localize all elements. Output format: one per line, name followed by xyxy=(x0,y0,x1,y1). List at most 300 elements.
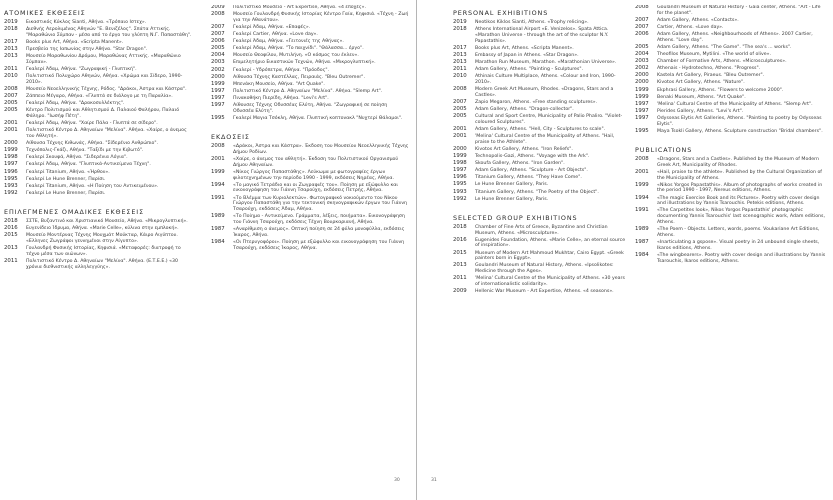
entry-year: 2008 xyxy=(211,143,225,149)
exhibition-entry xyxy=(4,94,192,100)
exhibition-entry xyxy=(453,225,629,237)
entry-text: Γκαλερί Titanium, Αθήνα. «Ήρθον». xyxy=(26,169,110,175)
entry-text: Zapio Megaron, Athens. «Free standing sculptures». xyxy=(475,99,598,105)
entry-year: 1997 xyxy=(635,100,649,107)
entry-year: 2005 xyxy=(635,43,649,50)
entry-text: Kivotos Art Gallery, Athens. "Iron Reliefs". xyxy=(475,147,573,152)
exhibition-entry xyxy=(4,74,192,86)
exhibition-entry xyxy=(4,259,192,271)
entry-text: Γκαλερί Άδαμ, Αθήνα. "Ζωγραφική - Γλυπτική". xyxy=(26,67,137,73)
entry-year: 2008 xyxy=(211,11,225,18)
exhibition-entry xyxy=(4,148,192,154)
exhibition-entry xyxy=(635,157,827,169)
entry-year: 2007 xyxy=(211,31,225,38)
entry-year: 2017 xyxy=(4,38,18,45)
exhibition-entry xyxy=(635,196,827,208)
entry-year: 2001 xyxy=(453,133,467,140)
entry-text: Αίθουσες Τέχνης Οδυσσέας Ελύτη, Αθήνα. "Ζωγραφική σε ποίηση Οδυσσέα Ελύτη". xyxy=(233,103,388,114)
entry-year: 1997 xyxy=(211,87,225,94)
entry-year: 1999 xyxy=(4,147,18,154)
exhibition-entry xyxy=(4,141,192,147)
exhibition-entry xyxy=(453,87,629,99)
entry-text: Eugenides Foundation, Athens. «Marie Celle», an eternal source of inspiration». xyxy=(475,237,626,249)
exhibition-entry xyxy=(211,240,409,252)
section-heading: ΕΚΔΟΣΕΙΣ xyxy=(211,133,250,141)
entry-text: Ζάππειο Μέγαρο, Αθήνα. «Γλυπτά σε διάλογο με τη Παραλία». xyxy=(26,94,173,100)
exhibition-entry xyxy=(635,109,827,115)
entry-text: «The wingbearers». Poetry with cover design and illustrations by Yannis Tsarouchis, Ikaros editions, Athens. xyxy=(657,252,826,264)
entry-year: 2000 xyxy=(635,72,649,79)
entry-year: 2013 xyxy=(4,245,18,252)
entry-text: Γκαλερί Άδαμ, Αθήνα. «Επαφές». xyxy=(233,24,311,30)
exhibition-entry xyxy=(635,170,827,182)
entry-year: 2010 xyxy=(453,73,467,80)
entry-year: 2000 xyxy=(4,140,18,147)
entry-text: Διεθνής Αερολιμένας Αθηνών "Ε. Βενιζέλος". Σπάτα Αττικής. "Μαραθώνιο Σύμπαν - μέσα από το έργο του γλύπτη Ν.Γ. Παπαστάθη". xyxy=(26,27,192,38)
exhibition-entry xyxy=(635,66,827,72)
entry-year: 2018 xyxy=(453,26,467,33)
entry-year: 1994 xyxy=(211,181,225,188)
exhibition-entry xyxy=(635,208,827,225)
exhibition-entry xyxy=(635,95,827,101)
exhibition-entry xyxy=(453,20,629,26)
entry-year: 1995 xyxy=(211,114,225,121)
left-column-2 xyxy=(211,5,409,253)
entry-text: «Το Ποίημα - Αντικείμενο. Γράμματα, λέξεις, ποιήματα». Εικονογράφηση του Γιάννη Τσαρούχη, εκδόσεις Τέχνη Βουρκαριανή, Αθήνα. xyxy=(233,214,405,226)
exhibition-entry xyxy=(4,177,192,183)
entry-text: «Οι Πτερυγοφόροι». Ποίηση με εξώφυλλο και εικονογράφηση του Γιάννη Τσαρούχη, εκδόσεις Ίκαρος, Αθήνα. xyxy=(233,240,405,251)
exhibition-entry xyxy=(211,183,409,195)
entry-year: 1995 xyxy=(4,175,18,182)
page-number-right: 31 xyxy=(431,478,437,483)
entry-year: 2008 xyxy=(635,5,649,10)
exhibition-entry xyxy=(211,157,409,169)
exhibition-entry xyxy=(4,162,192,168)
exhibition-entry xyxy=(635,18,827,24)
entry-year: 2006 xyxy=(211,38,225,45)
entry-text: Adam Gallery, Athens. «Contacts». xyxy=(657,17,739,23)
entry-year: 2018 xyxy=(453,223,467,230)
section-gap xyxy=(4,198,192,204)
exhibition-entry xyxy=(635,80,827,86)
exhibition-entry xyxy=(453,53,629,59)
exhibition-entry xyxy=(211,89,409,95)
entry-text: «Αναρίθμιση ο άνεμος». Οπτική ποίηση σε 24 φύλα μονοφύλλα, εκδόσεις Ίκαρος, Αθήνα. xyxy=(233,227,405,238)
entry-year: 1995 xyxy=(635,127,649,134)
exhibition-entry xyxy=(4,101,192,107)
entry-text: Pierides Gallery, Athens. "Levi's Art". xyxy=(657,108,744,114)
exhibition-entry xyxy=(453,168,629,174)
entry-text: Ευγενίδειο Ίδρυμα, Αθήνα. «Marie Celle», κύλινα στην εμπλοκή». xyxy=(26,226,179,232)
entry-text: Museum of Modern Art Mahmoud Mukhtar, Cairo Egypt. «Greek painters born in Egypt». xyxy=(475,250,624,262)
entry-text: Athens International Airport «E. Venizelos». Spata Attica. «Marathon Universe - through the art of the sculptor N.Y. Papastathis». xyxy=(475,27,609,44)
entry-text: Embassy of Japan in Athens. «Star Dragon». xyxy=(475,52,579,58)
entry-text: Μουσείο Νεοελληνικής Τέχνης, Ρόδος. "Δράκοι, Άστρα και Κάστρα". xyxy=(26,87,187,93)
entry-year: 2001 xyxy=(4,127,18,134)
exhibition-entry xyxy=(453,289,629,295)
entry-text: Κέντρο Πολιτισμού και Αθλητισμού Δ. Παλαιού Φαλήρου, Παλαιό Φάληρο. "Ιωσήφ Πέτη". xyxy=(26,108,180,120)
entry-text: Γκαλερί Άδαμ, Αθήνα. "Δρακοσυλλέκτης". xyxy=(26,101,125,107)
entry-year: 2000 xyxy=(635,79,649,86)
exhibition-entry xyxy=(4,170,192,176)
entry-text: Skoufa Gallery, Athens. "Iron Garden". xyxy=(475,161,565,167)
exhibition-entry xyxy=(4,184,192,190)
entry-year: 1992 xyxy=(4,189,18,196)
exhibition-entry xyxy=(4,121,192,127)
entry-year: 1999 xyxy=(635,93,649,100)
entry-text: Books plus Art, Athens. «Scripta Manent». xyxy=(475,45,574,51)
exhibition-entry xyxy=(211,39,409,45)
entry-year: 1989 xyxy=(635,226,649,233)
entry-text: Adam Gallery, Athens. "The Game". "The sea's ... works". xyxy=(657,44,792,50)
entry-year: 2000 xyxy=(211,73,225,80)
entry-text: 'Melina' Cultural Centre of the Municipality of Athens. "Slemp Art". xyxy=(657,101,813,107)
entry-text: Πολιτιστικό Μουσείο - Art Expertise, Αθήνα. «4 εποχές». xyxy=(233,5,366,10)
entry-year: 2018 xyxy=(4,26,18,33)
entry-text: Ekphrasi Gallery, Athens. "Flowers to welcome 2000". xyxy=(657,87,784,93)
entry-text: Πολιτιστικό Πολυχώρο Αθηνών, Αθήνα. «Χρώμα και Σίδερο, 1990-2010». xyxy=(26,74,183,85)
entry-year: 2008 xyxy=(635,155,649,162)
exhibition-entry xyxy=(453,127,629,133)
entry-text: «Inarticulating a gspose». Visual poetry in 24 unbound single sheets, Ikaros editions, Athens. xyxy=(657,240,820,251)
exhibition-entry xyxy=(211,25,409,31)
entry-year: 2001 xyxy=(453,126,467,133)
entry-text: ΣΣΤΕ, Βυζαντινό και Χριστιανικό Μουσείο, Αθήνα. «Μικρογλυπτική». xyxy=(26,218,188,224)
entry-text: Πολιτιστικό Κέντρο Δ. Αθηναίων "Μελίνα". Αθήνα. (Ε.Τ.Ε.Ε.) «30 χρόνια διεθνιστικής αλληλεγγύης». xyxy=(26,258,178,270)
entry-text: «Το Βλέμμα των Κυριολεκτών». Φωτογραφικό νοκιούμεντο του Νίκου Γιώργου Παπαστάθη για την τεκτονική σκηνογραφικών έργων του Γιάννη Τσαρούχη, εκδόσεις Άδαμ, Αθήνα. xyxy=(233,195,407,213)
entry-text: Γουλανδρή Φυσικής Ιστορίας, Κηφισιά. «Μεταφορές: διατροφή το τέχνο μέσα των αιώνων». xyxy=(26,246,181,257)
entry-year: 1993 xyxy=(4,182,18,189)
exhibition-entry xyxy=(4,226,192,232)
entry-year: 2016 xyxy=(453,236,467,243)
exhibition-entry xyxy=(4,246,192,258)
entry-text: «Hail, praise to the athlete». Published by the Cultural Organization of the Municipality of Athens. xyxy=(657,169,822,181)
exhibition-entry xyxy=(635,45,827,51)
entry-year: 2007 xyxy=(635,23,649,30)
entry-year: 2002 xyxy=(635,65,649,72)
exhibition-entry xyxy=(211,170,409,182)
section-heading: PUBLICATIONS xyxy=(635,145,693,154)
section-gap xyxy=(635,136,827,142)
entry-year: 1999 xyxy=(635,86,649,93)
entry-text: Marathon Run Museum, Marathon. «Marathonian Universe». xyxy=(475,59,617,65)
entry-text: «Nikos Yorgos Papastathis». Album of photographs of works created in the period 1990 - 1997, Nereus editions, Athens. xyxy=(657,182,823,194)
exhibition-entry xyxy=(4,67,192,73)
entry-text: «The Carpetites look», Nikos Yorgos Papastathis' photographic documenting Yannis Tsarouchis' last scenographic work, Adam editions, Athens. xyxy=(657,208,825,226)
entry-year: 2000 xyxy=(453,146,467,152)
exhibition-entry xyxy=(453,197,629,203)
exhibition-entry xyxy=(4,54,192,66)
entry-text: Πολιτιστικό Κέντρο Δ. Αθηναίων "Μελίνα". Αθήνα. «Χαίρε, ο άνεμος του Αθλητή». xyxy=(26,128,187,140)
entry-text: Γκαλερί Μαγια Τσόκλη, Αθήνα. Γλυπτική κοπτονακλ "Νυχτερί Θάλαμοι". xyxy=(233,115,403,121)
entry-text: Πρεσβεία της Ιαπωνίας στην Αθήνα. "Star Dragon". xyxy=(26,47,148,53)
entry-year: 2011 xyxy=(453,66,467,73)
entry-year: 2007 xyxy=(211,23,225,30)
exhibition-entry xyxy=(453,67,629,73)
entry-text: Γκαλερί Άδαμ, Αθήνα. "Χαίρε Πάλα - Γλυπτά σε σίδερο". xyxy=(26,121,158,127)
exhibition-entry xyxy=(635,227,827,239)
entry-text: Πολιτιστικό Κέντρο Δ. Αθηναίων "Μελίνα". Αθήνα. "Slemp Art". xyxy=(233,88,383,94)
entry-text: Theofilos Museum, Mytilini. «The world of olive». xyxy=(657,52,772,58)
entry-text: Neotikos Kiklos Sianti, Athens. «Trophy relicing». xyxy=(475,20,589,25)
entry-text: Adam Gallery, Athens. "Painting - Sculptures". xyxy=(475,67,583,73)
entry-year: 2005 xyxy=(453,106,467,113)
exhibition-entry xyxy=(453,263,629,275)
entry-year: 1995 xyxy=(453,181,467,188)
exhibition-entry xyxy=(453,251,629,263)
entry-year: 1987 xyxy=(635,239,649,246)
entry-year: 2005 xyxy=(4,107,18,114)
entry-year: 2003 xyxy=(635,58,649,65)
entry-text: Cultural and Sport Centre, Municipality of Palio Phaliro. "Violet-coloured Sculptures". xyxy=(475,114,623,125)
entry-text: «The magic Exercise Book and its Pictures». Poetry with cover design and illustrations by Yannis Tsarouchis. Petekis editions, Athens. xyxy=(657,195,820,207)
entry-text: Kivotos Art Gallery, Athens. "Nature". xyxy=(657,80,745,86)
exhibition-entry xyxy=(635,116,827,128)
entry-year: 1984 xyxy=(635,251,649,258)
entry-year: 1987 xyxy=(211,226,225,233)
entry-text: Γκαλερί Le Hune Brenner, Παρίσι. xyxy=(26,176,106,182)
entry-text: Maya Tsokli Gallery, Athens. Sculpture construction "Bridal chambers". xyxy=(657,128,823,134)
entry-text: 'Melina' Cultural Centre of the Municipality of Athens. "Hail, praise to the Athlete". xyxy=(475,134,615,145)
entry-text: Αίθουσα Τέχνης Καστέλλας, Πειραιάς. "Bleu Outremer". xyxy=(233,74,365,80)
entry-text: Εικαστικός Κύκλος Sianti, Αθήνα. «Τρόπαιο Ιστεχ». xyxy=(26,20,147,25)
entry-text: Chamber of Fine Arts of Greece, Byzantine and Christian Museum, Athens. «Microsculpture». xyxy=(475,224,608,236)
entry-text: Μουσείο Μοντέρνας Τέχνης Μουχμάτ Μούκταρ, Κάιρο Αιγύπτου. «Ελληνες Ζωγράφοι γεννημένοι στην Αίγυπτο». xyxy=(26,233,178,244)
entry-year: 2001 xyxy=(635,168,649,175)
exhibition-entry xyxy=(211,103,409,115)
entry-year: 2005 xyxy=(453,113,467,120)
entry-text: Γκαλερί Άδαμ, Αθήνα. "Γλυπτικά-Αντικείμενα Τέχνη". xyxy=(26,162,151,168)
entry-text: Goulandri Museum of Natural History - Gaia center, Athens. "Art - Life for the planet". xyxy=(657,5,821,16)
entry-year: 1996 xyxy=(4,168,18,175)
entry-year: 2007 xyxy=(453,98,467,105)
exhibition-entry xyxy=(453,154,629,160)
entry-text: Technopolis-Gazi, Athens. "Voyage with the Ark". xyxy=(475,154,590,160)
exhibition-entry xyxy=(635,5,827,17)
entry-text: Adam Gallery, Athens. "Sculpture - Art Objects". xyxy=(475,168,588,174)
entry-year: 2011 xyxy=(4,66,18,73)
exhibition-entry xyxy=(453,276,629,288)
entry-text: Τεχνόπολις-Γκάζι, Αθήνα. "Ταξίδι με την Κιβωτό". xyxy=(26,148,144,154)
entry-text: «Δράκοι, Άστρα και Κάστρα». Έκδοση του Μουσείου Νεοελληνικής Τέχνης Δήμου Ροδίων. xyxy=(233,144,409,155)
exhibition-entry xyxy=(453,175,629,181)
entry-year: 2004 xyxy=(635,51,649,58)
exhibition-entry xyxy=(211,82,409,88)
exhibition-entry xyxy=(211,12,409,24)
entry-text: Chamber of Formative Arts, Athens. «Microsculptures». xyxy=(657,59,787,65)
entry-text: Γκαλερί - Υδρόπετρα, Αθήνα. "Πρόοδος". xyxy=(233,67,330,73)
entry-year: 1989 xyxy=(211,213,225,220)
exhibition-entry xyxy=(211,53,409,59)
section-heading: PERSONAL EXHIBITIONS xyxy=(453,9,549,17)
exhibition-entry xyxy=(4,47,192,53)
entry-text: Γκαλερί Άδαμ, Αθήνα. "Το παιχνίδι". "Θάλασσα... έργο". xyxy=(233,46,364,52)
exhibition-entry xyxy=(635,73,827,79)
exhibition-entry xyxy=(453,190,629,196)
section-heading: SELECTED GROUP EXHIBITIONS xyxy=(453,213,578,222)
exhibition-entry xyxy=(635,129,827,135)
exhibition-entry xyxy=(211,196,409,213)
exhibition-entry xyxy=(453,46,629,52)
entry-year: 1991 xyxy=(635,207,649,214)
exhibition-entry xyxy=(4,87,192,93)
entry-text: «Dragons, Stars and a Castles». Published by the Museum of Modern Greek Art, Municipality of Rhodes. xyxy=(657,156,819,168)
entry-text: Le Hune Brenner Gallery, Paris. xyxy=(475,182,549,188)
exhibition-entry xyxy=(635,32,827,44)
exhibition-entry xyxy=(4,20,192,26)
section-heading: ΑΤΟΜΙΚΕΣ ΕΚΘΕΣΕΙΣ xyxy=(4,9,86,17)
entry-year: 2009 xyxy=(211,5,225,10)
exhibition-entry xyxy=(453,60,629,66)
entry-text: 'Melina' Cultural Centre of the Municipality of Athens. «30 years of internationalistic solidarity». xyxy=(475,276,625,288)
entry-text: Γκαλερί Le Hune Brenner, Παρίσι. xyxy=(26,190,106,196)
entry-year: 1998 xyxy=(453,160,467,167)
exhibition-entry xyxy=(211,96,409,102)
exhibition-entry xyxy=(4,233,192,245)
exhibition-entry xyxy=(635,183,827,195)
entry-year: 2011 xyxy=(453,275,467,282)
entry-text: Titanium Gallery, Athens. "They Have Come". xyxy=(475,175,582,181)
entry-year: 1997 xyxy=(211,94,225,101)
exhibition-entry xyxy=(453,182,629,188)
entry-year: 2001 xyxy=(4,120,18,127)
exhibition-entry xyxy=(635,240,827,252)
entry-text: Μπενάκη Μουσείο, Αθήνα. "Art Quake". xyxy=(233,81,325,87)
entry-text: «The Poem - Objects. Letters, words, poems. Voukariane Art Editions, Athens. xyxy=(657,227,820,238)
entry-year: 2001 xyxy=(211,155,225,162)
page-number-left: 30 xyxy=(394,478,400,483)
entry-year: 1984 xyxy=(211,239,225,246)
exhibition-entry xyxy=(211,75,409,81)
entry-year: 2016 xyxy=(4,225,18,232)
entry-year: 1996 xyxy=(453,174,467,181)
entry-year: 2011 xyxy=(4,257,18,264)
entry-year: 2013 xyxy=(4,53,18,60)
entry-text: Adam Gallery, Athens. «Neighbourhoods of Athens». 2007 Cartier, Athens. "Love day". xyxy=(657,32,813,43)
entry-year: 2005 xyxy=(211,45,225,52)
entry-year: 2004 xyxy=(211,52,225,59)
entry-text: Modern Greek Art Museum, Rhodes. «Dragons, Stars and a Castles». xyxy=(475,87,614,98)
entry-text: Benaki Museum, Athens. "Art Quake". xyxy=(657,94,746,100)
entry-year: 2007 xyxy=(635,16,649,23)
entry-year: 1991 xyxy=(211,194,225,201)
entry-year: 2015 xyxy=(453,249,467,256)
exhibition-entry xyxy=(4,40,192,46)
entry-text: Αίθουσα Τέχνης Κιθωνάς, Αθήνα. "Σίδερένιο Ανθρώπιο". xyxy=(26,141,159,147)
exhibition-entry xyxy=(453,100,629,106)
entry-text: Books plus Art, Αθήνα. «Scripta Manent». xyxy=(26,39,124,45)
entry-year: 2017 xyxy=(453,44,467,51)
exhibition-entry xyxy=(453,27,629,44)
entry-text: «Νίκος Γιώργος Παπαστάθης». Λεύκωμα με φωτογραφίες έργων φιλοτεχνημένων την περίοδο 1990 - 1999, εκδόσεις Νηρέας, Αθήνα. xyxy=(233,169,394,181)
exhibition-entry xyxy=(211,116,409,122)
exhibition-entry xyxy=(635,52,827,58)
exhibition-entry xyxy=(453,114,629,126)
right-column-1 xyxy=(453,5,629,296)
entry-year: 1997 xyxy=(635,114,649,121)
entry-year: 2018 xyxy=(4,217,18,224)
exhibition-entry xyxy=(453,74,629,86)
exhibition-entry xyxy=(4,155,192,161)
exhibition-entry xyxy=(211,46,409,52)
entry-text: Titanium Gallery, Athens. "The Poetry of the Object". xyxy=(475,189,599,195)
exhibition-entry xyxy=(4,219,192,225)
entry-year: 1997 xyxy=(4,161,18,168)
section-heading: ΕΠΙΛΕΓΜΕΝΕΣ ΟΜΑΔΙΚΕΣ ΕΚΘΕΣΕΙΣ xyxy=(4,207,145,216)
entry-year: 1997 xyxy=(453,167,467,174)
entry-text: Μουσείο Γουλανδρή Φυσικής Ιστορίας Κέντρο Γαία, Κηφισιά. «Τέχνη - Ζωή για την Αθανάτου». xyxy=(233,12,409,23)
entry-year: 2010 xyxy=(4,73,18,80)
entry-year: 1992 xyxy=(453,195,467,202)
exhibition-entry xyxy=(211,5,409,11)
entry-year: 1994 xyxy=(635,194,649,201)
exhibition-entry xyxy=(211,144,409,156)
right-column-2 xyxy=(635,5,827,266)
entry-year: 2003 xyxy=(211,59,225,66)
exhibition-entry xyxy=(211,60,409,66)
entry-text: Πινακοθήκη Πιερίδη, Αθήνα. "Levi's Art". xyxy=(233,95,329,101)
entry-text: Le Hune Brenner Gallery, Paris. xyxy=(475,196,549,202)
exhibition-entry xyxy=(635,88,827,94)
exhibition-entry xyxy=(4,128,192,140)
exhibition-entry xyxy=(211,214,409,226)
entry-text: Γκαλερί Σκουφά, Αθήνα. "Σιδερένια Λόγια". xyxy=(26,155,128,161)
entry-text: Athinais Culture Multiplace, Athens. «Colour and Iron, 1990-2010». xyxy=(475,74,616,85)
entry-text: Athenais - Hydrotechno, Athens. "Progress". xyxy=(657,66,761,72)
left-page xyxy=(0,0,416,500)
entry-year: 2008 xyxy=(453,86,467,93)
exhibition-entry xyxy=(453,107,629,113)
exhibition-entry xyxy=(4,108,192,120)
entry-year: 1999 xyxy=(635,181,649,188)
entry-text: Γκαλερί Titanium, Αθήνα. «Η Ποίηση του Αντικειμένου». xyxy=(26,183,159,189)
entry-text: Adam Gallery, Athens. "Dragon-collector". xyxy=(475,107,574,113)
exhibition-entry xyxy=(4,191,192,197)
entry-year: 2013 xyxy=(453,58,467,65)
entry-text: «Χαίρε, ο άνεμος του αθλητή». Έκδοση του Πολιτιστικού Οργανισμού Δήμου Αθηναίων. xyxy=(233,156,399,168)
entry-year: 2007 xyxy=(4,93,18,100)
entry-year: 2005 xyxy=(4,100,18,107)
exhibition-entry xyxy=(4,27,192,39)
entry-text: Kastela Art Gallery, Piraeus. "Bleu Outremer". xyxy=(657,73,765,79)
entry-text: Cartier, Athens. «Love day». xyxy=(657,24,724,30)
exhibition-entry xyxy=(635,102,827,108)
entry-text: Γκαλερί Άδαμ, Αθήνα. «Γειτονιές της Αθήνας». xyxy=(233,39,344,45)
entry-year: 2006 xyxy=(635,31,649,38)
exhibition-entry xyxy=(453,238,629,250)
exhibition-entry xyxy=(453,134,629,146)
entry-text: Μουσείο Θεοφίλου, Μυτιλήνη. «Ο κόσμος του έκλεν». xyxy=(233,53,359,59)
entry-year: 1999 xyxy=(211,168,225,175)
left-column-1 xyxy=(4,5,192,272)
entry-year: 1993 xyxy=(453,188,467,195)
entry-text: Γκαλερί Cartier, Αθήνα. «Love day». xyxy=(233,32,318,38)
entry-text: Goulandri Museum of Natural History, Athens. «Ipsolikotes: Medicine through the Ages». xyxy=(475,263,614,275)
entry-year: 2019 xyxy=(4,19,18,25)
entry-year: 1998 xyxy=(4,154,18,161)
entry-text: Hellenic War Museum - Art Expertise, Athens. «4 seasons». xyxy=(475,289,614,295)
entry-year: 2013 xyxy=(453,262,467,269)
right-page xyxy=(417,0,833,500)
entry-year: 2009 xyxy=(453,288,467,295)
exhibition-entry xyxy=(453,161,629,167)
entry-year: 2013 xyxy=(453,51,467,58)
section-gap xyxy=(211,123,409,129)
exhibition-entry xyxy=(211,227,409,239)
entry-text: Επιμελητήριο Εικαστικών Τεχνών, Αθήνα. «Μικρογλυπτική». xyxy=(233,60,376,66)
exhibition-entry xyxy=(635,25,827,31)
entry-text: Adam Gallery, Athens. "Hell, City - Sculptures to scale". xyxy=(475,127,606,133)
